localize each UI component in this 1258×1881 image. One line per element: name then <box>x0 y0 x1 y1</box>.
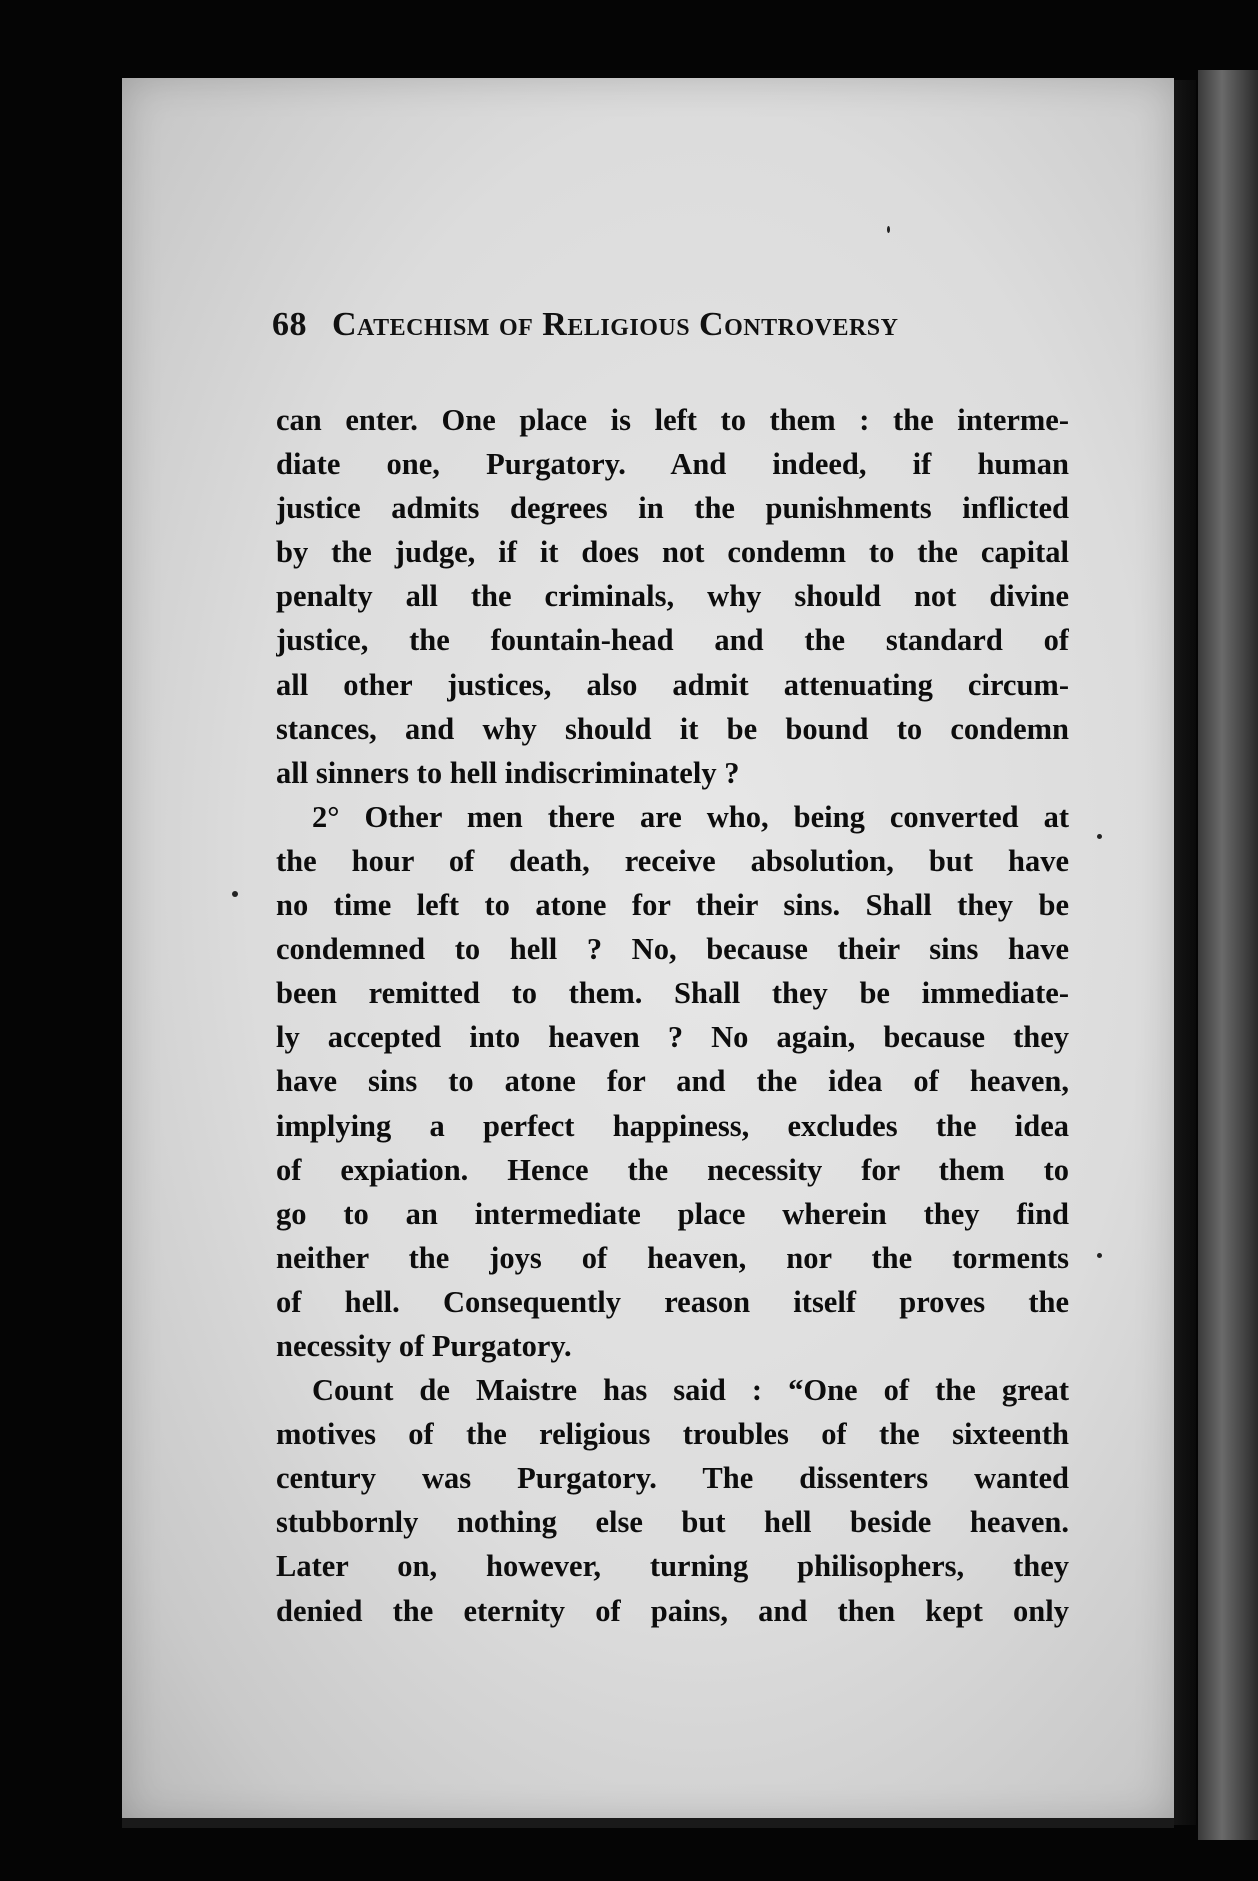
text-line: justice admits degrees in the punishments inflicted <box>276 491 1069 526</box>
running-title: Catechism of Religious Controversy <box>332 306 899 343</box>
text-line: diate one, Purgatory. And indeed, if human <box>276 447 1069 482</box>
text-line: have sins to atone for and the idea of heaven, <box>276 1064 1069 1099</box>
text-line: ly accepted into heaven ? No again, because they <box>276 1020 1069 1055</box>
text-line: necessity of Purgatory. <box>276 1328 572 1363</box>
text-line: century was Purgatory. The dissenters wanted <box>276 1461 1069 1496</box>
text-line: 2° Other men there are who, being converted at <box>312 799 1069 834</box>
text-line: been remitted to them. Shall they be immediate- <box>276 976 1069 1011</box>
text-line: all sinners to hell indiscriminately ? <box>276 755 740 790</box>
page-number: 68 <box>272 306 307 343</box>
text-line: justice, the fountain-head and the standard of <box>276 623 1069 658</box>
text-line: denied the eternity of pains, and then kept only <box>276 1593 1069 1628</box>
ink-speck <box>887 226 890 233</box>
page-gutter <box>1174 80 1196 1825</box>
text-line: stances, and why should it be bound to condemn <box>276 711 1069 746</box>
text-line: by the judge, if it does not condemn to the capital <box>276 535 1069 570</box>
text-line: implying a perfect happiness, excludes the idea <box>276 1108 1069 1143</box>
running-head <box>272 306 1072 344</box>
page-bottom-edge <box>122 1818 1174 1828</box>
text-line: penalty all the criminals, why should not divine <box>276 579 1069 614</box>
text-line: all other justices, also admit attenuating circum- <box>276 667 1069 702</box>
ink-speck <box>1097 1253 1102 1258</box>
text-line: Count de Maistre has said : “One of the great <box>312 1373 1069 1408</box>
text-line: neither the joys of heaven, nor the torments <box>276 1240 1069 1275</box>
facing-page-edge <box>1198 70 1258 1840</box>
text-line: stubbornly nothing else but hell beside heaven. <box>276 1505 1069 1540</box>
text-line: motives of the religious troubles of the sixteenth <box>276 1417 1069 1452</box>
text-line: of expiation. Hence the necessity for them to <box>276 1152 1069 1187</box>
text-line: no time left to atone for their sins. Shall they be <box>276 888 1069 923</box>
text-line: can enter. One place is left to them : the interme- <box>276 403 1069 437</box>
text-line: go to an intermediate place wherein they find <box>276 1196 1069 1231</box>
text-line: the hour of death, receive absolution, but have <box>276 843 1069 878</box>
text-line: of hell. Consequently reason itself proves the <box>276 1284 1069 1319</box>
body-text <box>276 398 1069 1633</box>
ink-speck <box>1097 834 1102 839</box>
ink-speck <box>232 891 238 897</box>
text-line: condemned to hell ? No, because their sins have <box>276 932 1069 967</box>
text-line: Later on, however, turning philisophers, they <box>276 1549 1069 1584</box>
